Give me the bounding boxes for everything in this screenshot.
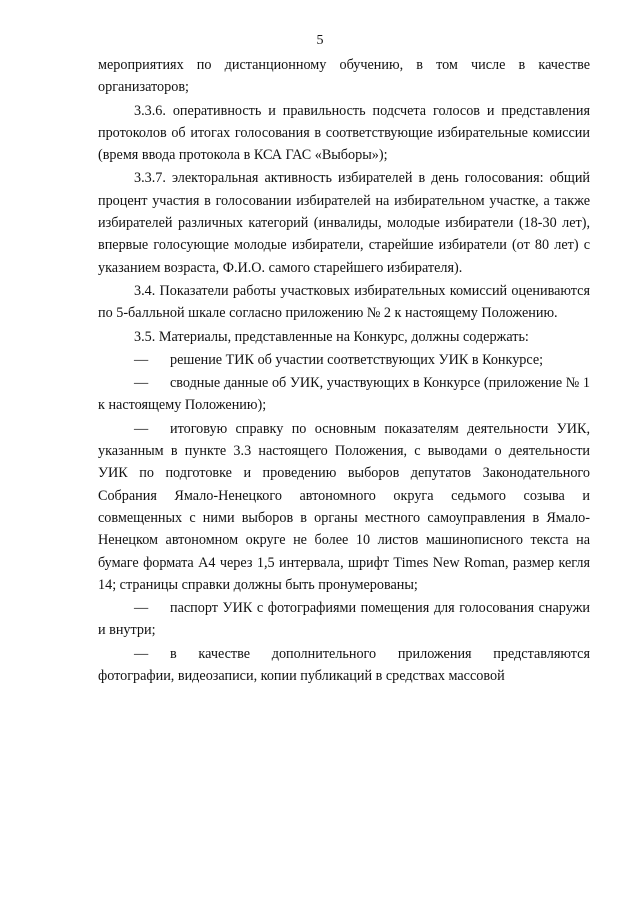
list-item-text: сводные данные об УИК, участвующих в Конкурсе (приложение № 1 к настоящему Положению); [98, 375, 590, 414]
dash-marker: — [134, 645, 149, 662]
paragraph-3-3-7: 3.3.7. электоральная активность избирателей в день голосования: общий процент участия в голосовании избирателей на избирательном участке, а также избирателей различных категорий (инвалиды, молодые избиратели (18-30 лет), впервые голосующие молодые избиратели, старейшие избиратели (от 80 лет) с указанием возраста, Ф.И.О. самого старейшего избирателя). [98, 170, 590, 276]
list-item-text: итоговую справку по основным показателям деятельности УИК, указанным в пункте 3.3 настоящего Положения, с выводами о деятельности УИК по подготовке и проведению выборов депутатов Законодательного Собрания Ямало-Ненецкого автономного округа седьмого созыва и совмещенных с ними выборов в органы местного самоуправления в Ямало-Ненецком автономном округе не более 10 листов машинописного текста на бумаге формата А4 через 1,5 интервала, шрифт Times New Roman, размер кегля 14; страницы справки должны быть пронумерованы; [98, 420, 590, 593]
paragraph-continuation: мероприятиях по дистанционному обучению, в том числе в качестве организаторов; [98, 57, 590, 96]
list-item-text: в качестве дополнительного приложения представляются фотографии, видеозаписи, копии публикаций в средствах массовой [98, 645, 590, 685]
list-item [98, 349, 590, 371]
list-item [98, 418, 590, 596]
list-item [98, 372, 590, 417]
page-number: 5 [316, 33, 324, 48]
dash-marker: — [134, 375, 149, 392]
dash-marker: — [134, 420, 149, 437]
list-item-text: паспорт УИК с фотографиями помещения для голосования снаружи и внутри; [98, 600, 590, 639]
paragraph-3-4: 3.4. Показатели работы участковых избирательных комиссий оцениваются по 5-балльной шкале согласно приложению № 2 к настоящему Положению. [98, 282, 590, 322]
list-item [98, 643, 590, 688]
paragraph-3-5: 3.5. Материалы, представленные на Конкурс, должны содержать: [134, 328, 529, 345]
document-body [98, 54, 590, 687]
list-item-text: решение ТИК об участии соответствующих УИК в Конкурсе; [170, 351, 544, 368]
paragraph-3-3-6: 3.3.6. оперативность и правильность подсчета голосов и представления протоколов об итогах голосования в соответствующие избирательные комиссии (время ввода протокола в КСА ГАС «Выборы»); [98, 102, 590, 164]
list-item [98, 597, 590, 642]
dash-marker: — [134, 600, 149, 617]
dash-marker: — [134, 351, 149, 368]
